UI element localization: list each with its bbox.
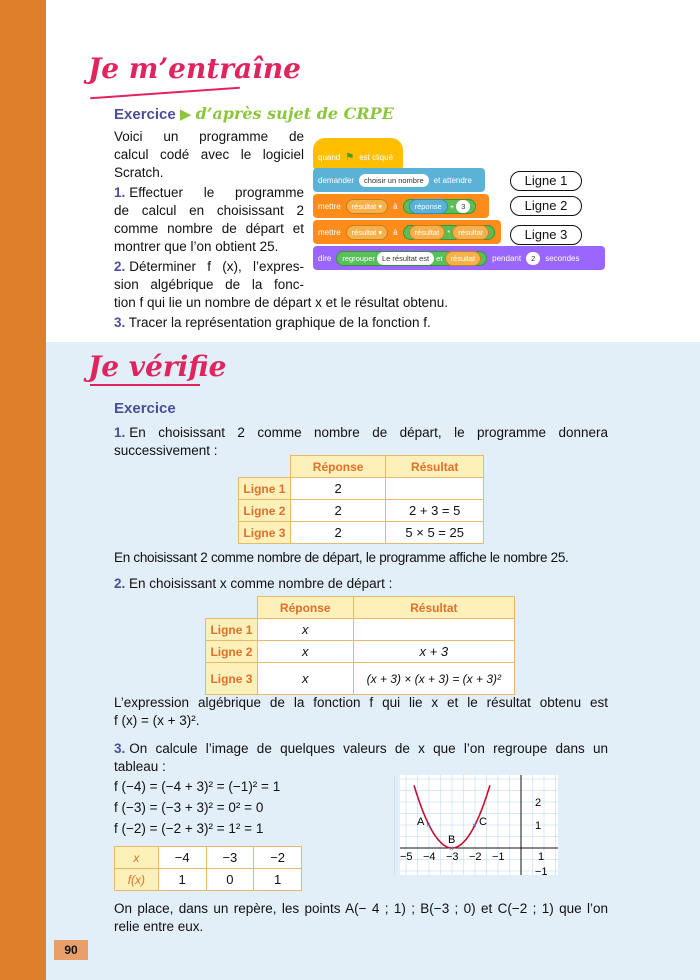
line-tag-3: Ligne 3 [510,225,582,245]
function-graph [388,770,568,880]
x-tick-label: −1 [492,851,505,863]
table-row: Ligne 1 2 [239,478,484,500]
table-values [114,846,302,891]
scratch-block-when-flag: quand ⚑ est cliqué [313,138,403,170]
line-tag-1: Ligne 1 [510,171,582,191]
scratch-block-set-2: mettre résultat ▾ à résultat * résultat [313,220,501,244]
question-2: 2. Déterminer f (x), l’expres- sion algébrique de la fonc- tion f qui lie un nombre de départ x et le résultat obtenu. [114,259,448,310]
exercise-source: d’après sujet de CRPE [195,104,394,123]
table-header: Résultat [353,597,514,619]
operator-add: réponse + 3 [403,199,477,214]
operator-multiply: résultat * résultat [403,225,495,240]
exercise-heading-2: Exercice [114,400,176,417]
x-tick-label: −4 [423,851,436,863]
calc-line: f (−3) = (−3 + 3)² = 0² = 0 [114,800,264,815]
calc-line: f (−4) = (−4 + 3)² = (−1)² = 1 [114,779,281,794]
side-band [0,0,46,980]
table-row: Ligne 1 x [206,619,515,641]
point-label: C [479,816,487,828]
scratch-block-ask: demander choisir un nombre et attendre [313,168,485,192]
question-3: 3. Tracer la représentation graphique de la fonction f. [114,315,431,330]
page-number: 90 [54,940,88,960]
x-tick-label: −2 [469,851,482,863]
point-marker: × [472,821,477,830]
green-flag-icon: ⚑ [345,151,355,163]
calc-line: f (−2) = (−2 + 3)² = 1² = 1 [114,821,264,836]
table-row: Ligne 3 x (x + 3) × (x + 3) = (x + 3)² [206,663,515,695]
scratch-block-say: dire regrouper Le résultat est et résultat pendant 2 secondes [313,246,605,270]
exercise-label: Exercice [114,106,176,123]
title-underline-2 [90,384,200,386]
intro-paragraph: Voici un programme de calcul codé avec le logiciel Scratch. [114,129,304,180]
calculations [114,776,384,839]
table-row: x −4 −3 −2 [115,847,302,869]
play-arrow-icon: ▶ [179,106,192,123]
table-row: Ligne 2 2 2 + 3 = 5 [239,500,484,522]
y-tick-label: 2 [535,797,542,809]
table-number-x [205,596,515,695]
x-tick-label: −5 [400,851,413,863]
table-number-2 [238,455,484,544]
point-marker: × [449,844,454,853]
answer-1: 1. En choisissant 2 comme nombre de départ, le programme donnera successivement : [114,425,608,458]
x-tick-label: 1 [538,851,545,863]
line-tag-2: Ligne 2 [510,196,582,216]
table-row: f(x) 1 0 1 [115,869,302,891]
x-tick-label: −3 [446,851,459,863]
answer-2: 2. En choisissant x comme nombre de départ : [114,576,393,591]
answer-3: 3. On calcule l’image de quelques valeurs de x que l’on regroupe dans un tableau : [114,741,608,774]
table-header: Réponse [290,456,386,478]
table-header: Résultat [386,456,484,478]
y-tick-label: 1 [535,820,542,832]
point-label: A [417,816,425,828]
y-tick-label: −1 [535,866,548,878]
scratch-block-set-1: mettre résultat ▾ à réponse + 3 [313,194,489,218]
final-paragraph: On place, dans un repère, les points A(− 4 ; 1) ; B(−3 ; 0) et C(−2 ; 1) que l’on relie entre eux. [114,901,608,934]
point-marker: × [426,821,431,830]
conclusion-1: En choisissant 2 comme nombre de départ, le programme affiche le nombre 25. [114,550,569,565]
table-row: Ligne 3 2 5 × 5 = 25 [239,522,484,544]
table-header: Réponse [257,597,353,619]
table-row: Ligne 2 x x + 3 [206,641,515,663]
section-title-verifie: Je vérifie [88,350,227,383]
question-1: 1. Effectuer le programme de calcul en choisissant 2 comme nombre de départ et montrer que l’on obtient 25. [114,185,304,254]
conclusion-2: L’expression algébrique de la fonction f qui lie x et le résultat obtenu est f (x) = (x + 3)². [114,695,608,728]
section-title-entraine: Je m’entraîne [88,52,301,85]
point-label: B [448,834,456,846]
exercise-heading [114,104,394,123]
operator-join: regrouper Le résultat est et résultat [336,251,487,266]
